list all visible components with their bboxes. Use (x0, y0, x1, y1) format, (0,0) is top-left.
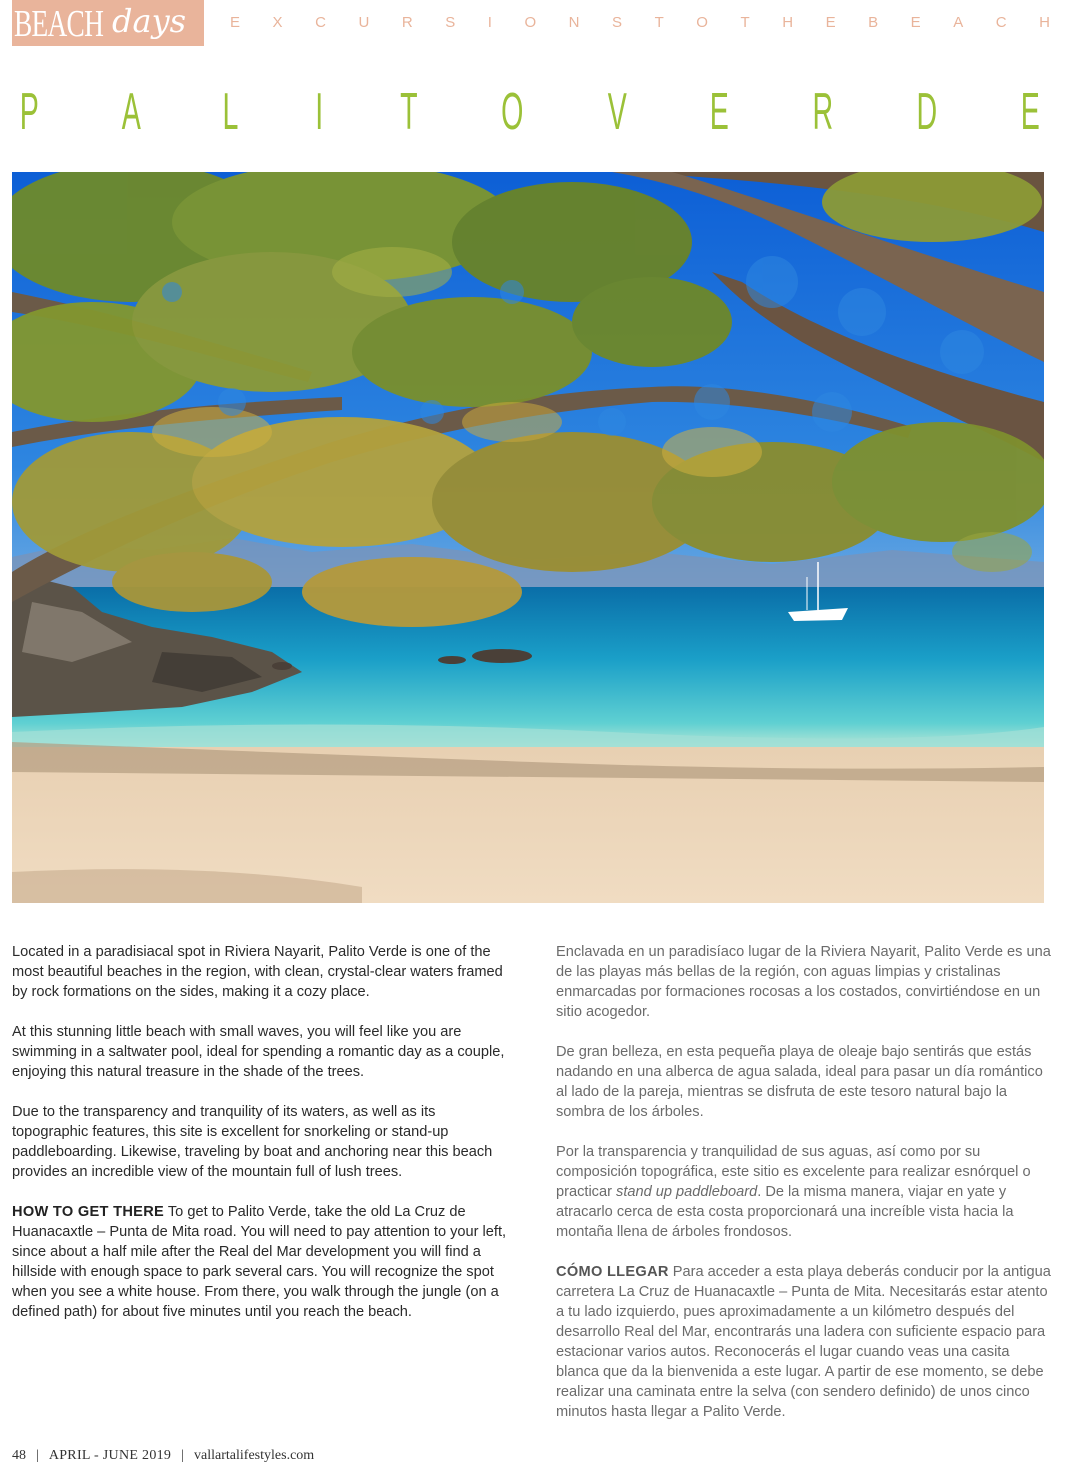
logo-beach-text: BEACH (14, 3, 104, 45)
title-letter: V (607, 83, 627, 141)
section-label-letter: X (272, 14, 283, 31)
title-letter: T (400, 83, 419, 141)
english-paragraph-1: Located in a paradisiacal spot in Riviera Nayarit, Palito Verde is one of the most beautiful beaches in the region, with clean, crystal-clear waters framed by rock formations on the sides, making it a cozy place. (12, 944, 503, 1000)
title-letter: O (501, 83, 524, 141)
magazine-section-logo (12, 0, 204, 46)
english-paragraph-2: At this stunning little beach with small waves, you will feel like you are swimming in a saltwater pool, ideal for spending a romantic day as a couple, enjoying this natural treasure in the shade of the trees. (12, 1024, 505, 1080)
spanish-paragraph-3-a: Por la transparencia y tranquilidad de sus aguas, así como por su composición topográfica, este sitio es excelente para realizar esnórquel o practicar (556, 1144, 1031, 1200)
footer-separator: | (181, 1448, 185, 1463)
section-label-letter: H (1039, 14, 1050, 31)
title-letter: E (1020, 83, 1041, 141)
page-footer (12, 1448, 314, 1464)
section-label-letter: T (740, 14, 750, 31)
section-label-letter: H (782, 14, 794, 31)
page-title (12, 83, 1048, 141)
title-letter: D (916, 83, 938, 141)
section-label-letter: S (445, 14, 456, 31)
section-label-letter: I (487, 14, 492, 31)
english-paragraph-4 (12, 1202, 507, 1322)
section-label-letter: R (401, 14, 413, 31)
beach-photo (12, 172, 1044, 903)
section-label-letter: E (910, 14, 921, 31)
section-label-letter: S (612, 14, 623, 31)
section-label-letter: O (524, 14, 537, 31)
title-letter: I (315, 83, 324, 141)
section-label-letter: O (696, 14, 708, 31)
title-letter: L (222, 83, 239, 141)
spanish-paragraph-1: Enclavada en un paradisíaco lugar de la Riviera Nayarit, Palito Verde es una de las playas más bellas de la región, con aguas limpias y cristalinas enmarcadas por formaciones rocosas a los costados, convirtiéndose en un sitio acogedor. (556, 944, 1051, 1020)
spanish-paragraph-4 (556, 1262, 1051, 1422)
how-to-get-there-heading: HOW TO GET THERE (12, 1204, 165, 1220)
section-label-letter: A (953, 14, 964, 31)
title-letter: A (121, 83, 141, 141)
logo-days-text: days (112, 2, 187, 40)
page-number: 48 (12, 1448, 26, 1463)
spanish-paragraph-2: De gran belleza, en esta pequeña playa de oleaje bajo sentirás que estás nadando en una alberca de agua salada, ideal para pasar un día romántico al lado de la pareja, mientras se disfruta de este tesoro natural bajo la sombra de los árboles. (556, 1044, 1043, 1120)
footer-separator: | (36, 1448, 39, 1463)
english-column (12, 942, 507, 1342)
spanish-column (556, 942, 1051, 1442)
section-label-letter: C (995, 14, 1007, 31)
section-label (230, 14, 1050, 31)
title-letter: R (812, 83, 833, 141)
section-label-letter: C (315, 14, 326, 31)
title-letter: P (19, 83, 39, 141)
title-letter: E (709, 83, 729, 141)
como-llegar-heading: CÓMO LLEGAR (556, 1264, 669, 1280)
spanish-paragraph-4-text: Para acceder a esta playa deberás conducir por la antigua carretera La Cruz de Huanacaxtle – Punta de Mita. Necesitarás estar atento a tu lado izquierdo, pues aproximadamente a un kilómetro después del desarrollo Real del Mar, encontrarás una ladera con suficiente espacio para estacionar varios autos. Reconocerás el lugar cuando veas una casita blanca que da la bienvenida a este lugar. A partir de ese momento, se debe realizar una caminata entre la selva (con sendero definido) de unos cinco minutos hasta llegar a Palito Verde. (556, 1264, 1051, 1420)
spanish-paragraph-3-em: stand up paddleboard (616, 1184, 758, 1200)
section-label-letter: N (568, 14, 580, 31)
spanish-paragraph-3-b: . De la misma manera, viajar en yate y atracarlo cerca de esta costa proporcionará una increíble vista hacia la montaña llena de árboles frondosos. (556, 1184, 1014, 1240)
website-link[interactable]: vallartalifestyles.com (194, 1448, 315, 1463)
issue-date: APRIL - JUNE 2019 (48, 1448, 172, 1463)
english-paragraph-3: Due to the transparency and tranquility of its waters, as well as its topographic features, this site is excellent for snorkeling or stand-up paddleboarding. Likewise, traveling by boat and anchoring near this beach provides an incredible view of the mountain full of lush trees. (12, 1104, 493, 1180)
section-label-letter: U (358, 14, 370, 31)
section-label-letter: B (868, 14, 879, 31)
spanish-paragraph-3 (556, 1142, 1051, 1242)
section-label-letter: T (654, 14, 664, 31)
english-paragraph-4-text: To get to Palito Verde, take the old La Cruz de Huanacaxtle – Punta de Mita road. You will need to pay attention to your left, since about a half mile after the Real del Mar development you will find a hillside with enough space to park several cars. You will recognize the spot when you see a white house. From there, you walk through the jungle (on a defined path) for about five minutes until you reach the beach. (12, 1204, 507, 1320)
section-label-letter: E (825, 14, 836, 31)
section-label-letter: E (230, 14, 241, 31)
